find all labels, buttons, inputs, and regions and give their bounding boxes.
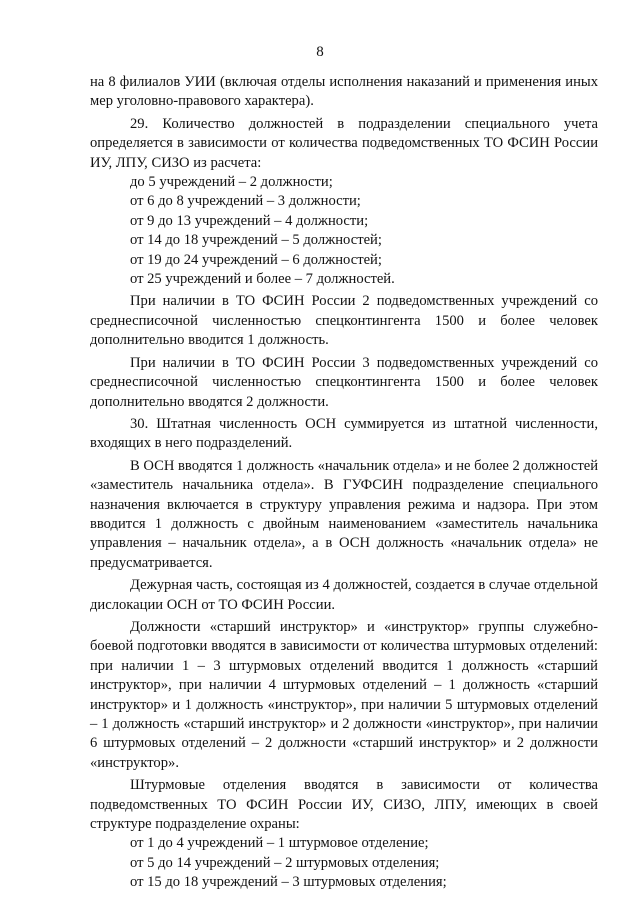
list-item: до 5 учреждений – 2 должности;	[130, 174, 333, 191]
list-item: от 9 до 13 учреждений – 4 должности;	[130, 212, 369, 229]
list-item: от 6 до 8 учреждений – 3 должности;	[130, 193, 361, 210]
paragraph-30: 30. Штатная численность ОСН суммируется из штатной численности, входящих в него подразделений.	[90, 415, 598, 452]
document-body	[90, 73, 598, 893]
page-number: 8	[316, 44, 324, 60]
paragraph: При наличии в ТО ФСИН России 3 подведомственных учреждений со среднесписочной численностью спецконтингента 1500 и более человек дополнительно вводятся 2 должности.	[90, 354, 598, 410]
paragraph: Должности «старший инструктор» и «инструктор» группы служебно-боевой подготовки вводятся в зависимости от количества штурмовых отделений: при наличии 1 – 3 штурмовых отделений вводится 1 должность «старший инструктор», при наличии 4 штурмовых отделений – 1 должность «старший инструктор» и 1 должность «инструктор», при наличии 5 штурмовых отделений – 1 должность «старший инструктор» и 2 должности «инструктор», при наличии 6 штурмовых отделений – 2 должности «старший инструктор» и 2 должности «инструктор».	[90, 618, 598, 771]
paragraph: Штурмовые отделения вводятся в зависимости от количества подведомственных ТО ФСИН России ИУ, СИЗО, ЛПУ, имеющих в своей структуре подразделение охраны:	[90, 777, 598, 833]
list-item: от 19 до 24 учреждений – 6 должностей;	[130, 251, 382, 268]
list-item: от 25 учреждений и более – 7 должностей.	[130, 271, 395, 288]
paragraph-29: 29. Количество должностей в подразделении специального учета определяется в зависимости от количества подведомственных ТО ФСИН России ИУ, ЛПУ, СИЗО из расчета:	[90, 115, 598, 171]
paragraph: При наличии в ТО ФСИН России 2 подведомственных учреждений со среднесписочной численностью спецконтингента 1500 и более человек дополнительно вводится 1 должность.	[90, 293, 598, 349]
list-item: от 15 до 18 учреждений – 3 штурмовых отделения;	[130, 874, 447, 891]
list-item: от 1 до 4 учреждений – 1 штурмовое отделение;	[130, 835, 429, 852]
list-item: от 5 до 14 учреждений – 2 штурмовых отделения;	[130, 854, 440, 871]
paragraph-continuation: на 8 филиалов УИИ (включая отделы исполнения наказаний и применения иных мер уголовно-правового характера).	[90, 74, 598, 110]
list-item: от 14 до 18 учреждений – 5 должностей;	[130, 232, 382, 249]
paragraph: Дежурная часть, состоящая из 4 должностей, создается в случае отдельной дислокации ОСН от ТО ФСИН России.	[90, 577, 598, 613]
paragraph: В ОСН вводятся 1 должность «начальник отдела» и не более 2 должностей «заместитель начальника отдела». В ГУФСИН подразделение специального назначения включается в структуру управления режима и надзора. При этом вводится 1 должность с двойным наименованием «заместитель начальника управления – начальник отдела», а в ОСН должность «начальник отдела» не предусматривается.	[90, 457, 598, 571]
